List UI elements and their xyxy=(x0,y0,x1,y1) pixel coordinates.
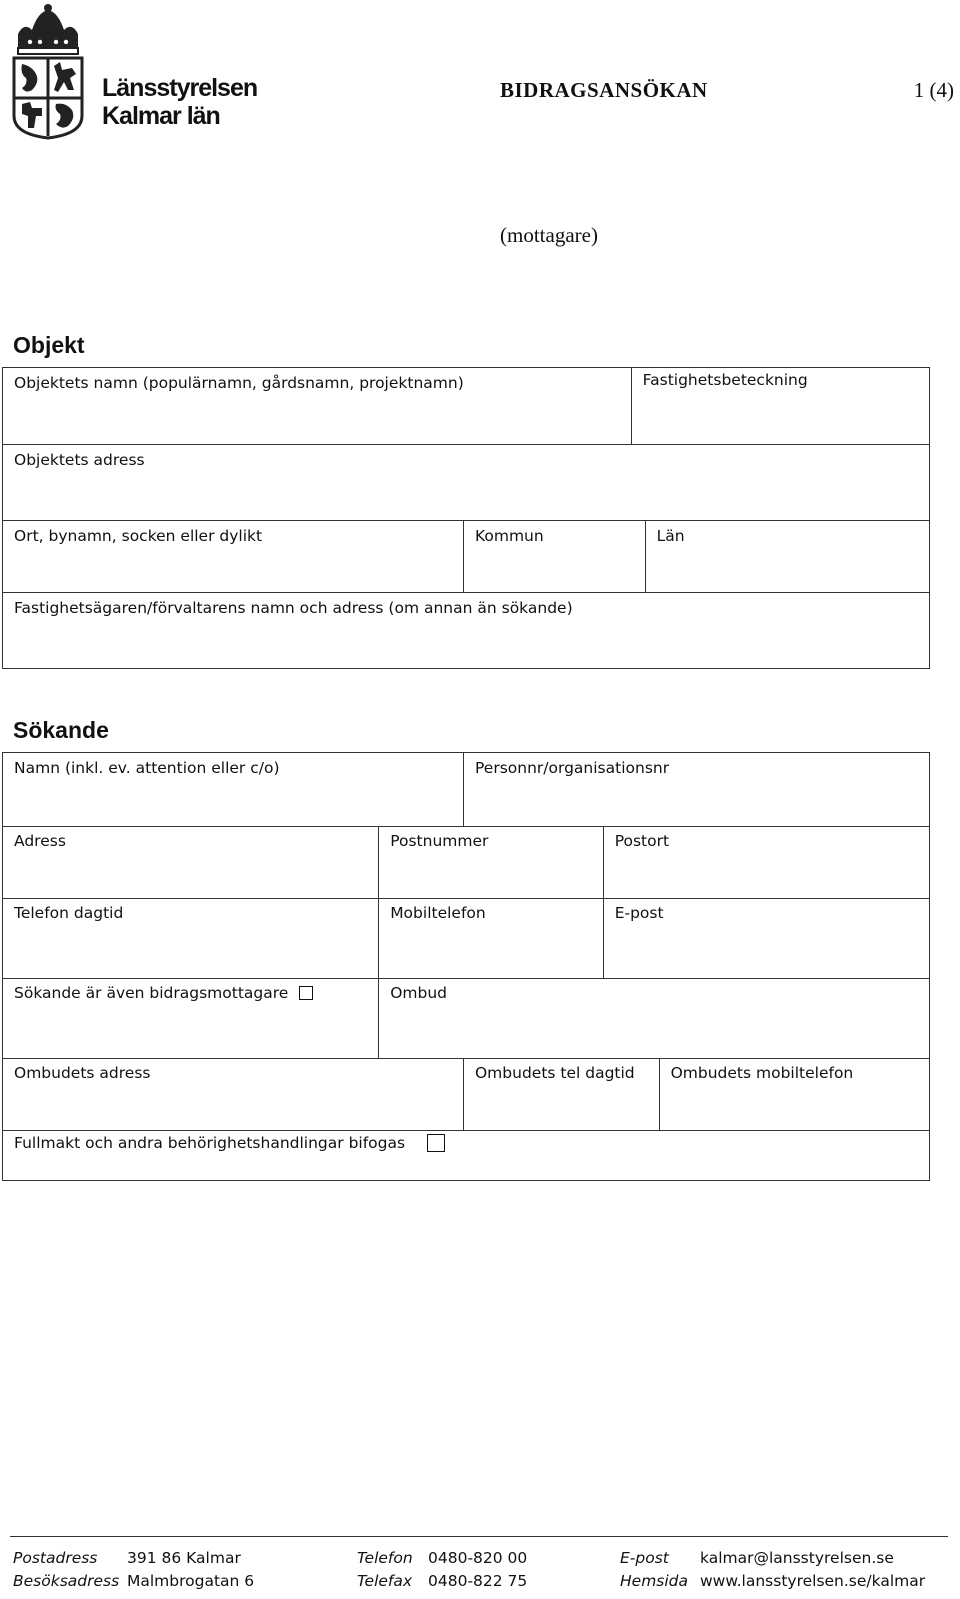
kommun-field[interactable] xyxy=(464,521,646,592)
fullmakt-field xyxy=(3,1131,929,1180)
field-label: E-post xyxy=(614,903,664,922)
form-row xyxy=(2,1131,930,1181)
form-row xyxy=(2,827,930,899)
form-row xyxy=(2,979,930,1059)
postort-field[interactable] xyxy=(604,827,929,898)
logo-line-2: Kalmar län xyxy=(102,102,220,130)
field-label: Telefon dagtid xyxy=(14,903,124,922)
document-title: BIDRAGSANSÖKAN xyxy=(500,78,708,102)
field-label: Ombudets adress xyxy=(14,1063,151,1082)
fullmakt-checkbox[interactable] xyxy=(427,1134,445,1152)
fastighetsagare-field[interactable] xyxy=(3,593,929,668)
ombud-field[interactable] xyxy=(379,979,929,1058)
lan-field[interactable] xyxy=(646,521,929,592)
section-title-objekt: Objekt xyxy=(13,332,85,358)
field-label: Personnr/organisationsnr xyxy=(475,758,670,777)
form-row xyxy=(2,445,930,521)
field-label: Fastighetsägaren/förvaltarens namn och adress (om annan än sökande) xyxy=(14,598,573,617)
field-label: Postort xyxy=(614,831,670,850)
field-label: Ombudets tel dagtid xyxy=(474,1063,635,1082)
epost-field[interactable] xyxy=(604,899,929,978)
telefax-label: Telefax xyxy=(357,1572,413,1590)
lansstyrelsen-logo xyxy=(10,4,260,140)
field-label: Kommun xyxy=(474,526,544,545)
bidragsmottagare-checkbox[interactable] xyxy=(299,986,313,1000)
form-row xyxy=(2,899,930,979)
field-label: Adress xyxy=(14,831,66,850)
sokande-form-table xyxy=(2,752,930,1181)
field-label: Ombud xyxy=(390,983,447,1002)
hemsida-link[interactable]: www.lansstyrelsen.se/kalmar xyxy=(700,1572,926,1590)
form-row xyxy=(2,753,930,827)
epost-label: E-post xyxy=(620,1549,669,1567)
objekt-form-table xyxy=(2,367,930,669)
form-row xyxy=(2,1059,930,1131)
footer-row-1 xyxy=(0,1549,960,1571)
field-label: Sökande är även bidragsmottagare xyxy=(14,983,289,1002)
recipient-placeholder[interactable]: (mottagare) xyxy=(500,223,598,247)
objektets-adress-field[interactable] xyxy=(3,445,929,520)
ombudets-adress-field[interactable] xyxy=(3,1059,464,1130)
telefon-value: 0480-820 00 xyxy=(428,1549,528,1567)
field-label: Fullmakt och andra behörighetshandlingar bifogas xyxy=(14,1133,406,1152)
form-row xyxy=(2,593,930,669)
telefon-label: Telefon xyxy=(357,1549,413,1567)
field-label: Ort, bynamn, socken eller dylikt xyxy=(14,526,263,545)
field-label: Fastighetsbeteckning xyxy=(642,370,808,389)
fastighetsbeteckning-field[interactable] xyxy=(632,368,929,444)
form-row xyxy=(2,368,930,445)
postadress-value: 391 86 Kalmar xyxy=(127,1549,241,1567)
field-label: Mobiltelefon xyxy=(390,903,486,922)
field-label: Postnummer xyxy=(390,831,489,850)
logo-line-1: Länsstyrelsen xyxy=(102,74,258,102)
postadress-label: Postadress xyxy=(13,1549,98,1567)
coat-of-arms-icon xyxy=(10,4,86,140)
epost-link[interactable]: kalmar@lansstyrelsen.se xyxy=(700,1549,894,1567)
field-label: Objektets namn (populärnamn, gårdsnamn, projektnamn) xyxy=(14,373,464,392)
field-label: Objektets adress xyxy=(14,450,145,469)
postnummer-field[interactable] xyxy=(379,827,604,898)
besoksadress-label: Besöksadress xyxy=(13,1572,120,1590)
ombudets-mobil-field[interactable] xyxy=(660,1059,929,1130)
besoksadress-value: Malmbrogatan 6 xyxy=(127,1572,255,1590)
footer-row-2 xyxy=(0,1572,960,1594)
mobiltelefon-field[interactable] xyxy=(379,899,604,978)
form-row xyxy=(2,521,930,593)
adress-field[interactable] xyxy=(3,827,379,898)
namn-field[interactable] xyxy=(3,753,464,826)
field-label: Län xyxy=(656,526,685,545)
field-label: Namn (inkl. ev. attention eller c/o) xyxy=(14,758,280,777)
section-title-sokande: Sökande xyxy=(13,717,109,743)
telefax-value: 0480-822 75 xyxy=(428,1572,528,1590)
ombudets-tel-field[interactable] xyxy=(464,1059,660,1130)
hemsida-label: Hemsida xyxy=(620,1572,689,1590)
footer-divider xyxy=(10,1536,948,1537)
ort-bynamn-field[interactable] xyxy=(3,521,464,592)
telefon-dagtid-field[interactable] xyxy=(3,899,379,978)
bidragsmottagare-field xyxy=(3,979,379,1058)
page-number: 1 (4) xyxy=(913,78,954,102)
personnr-field[interactable] xyxy=(464,753,929,826)
field-label: Ombudets mobiltelefon xyxy=(670,1063,854,1082)
objektets-namn-field[interactable] xyxy=(3,368,632,444)
